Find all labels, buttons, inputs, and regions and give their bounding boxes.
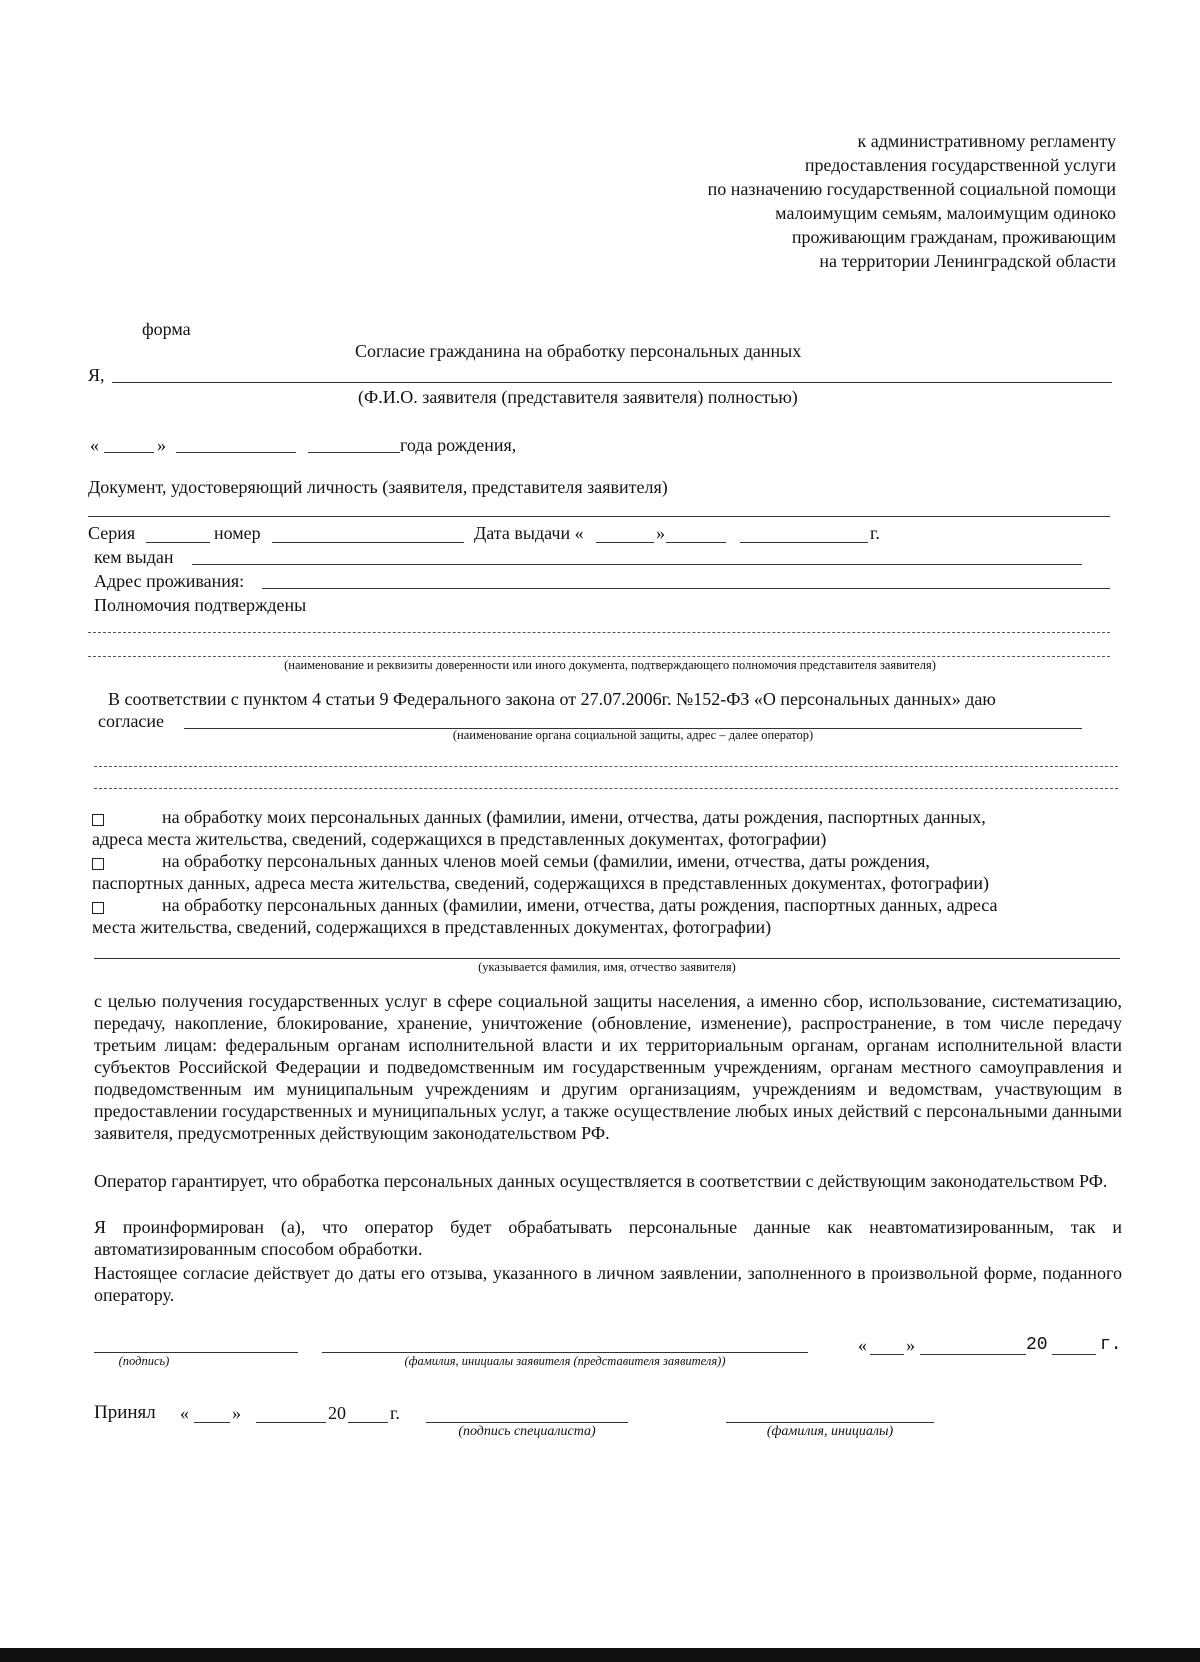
specialist-name-caption: (фамилия, инициалы) xyxy=(766,1424,894,1439)
sign-date-open: « xyxy=(858,1335,867,1355)
option-own-data-line-1: на обработку моих персональных данных (фамилии, имени, отчества, даты рождения, паспортных данных, xyxy=(162,807,986,827)
option-own-data-line-2: адреса места жительства, сведений, содержащихся в представленных документах, фотографии) xyxy=(92,829,827,849)
birth-month-line[interactable] xyxy=(176,452,296,453)
issue-day-field[interactable] xyxy=(596,542,654,543)
address-field[interactable] xyxy=(262,588,1110,589)
option-family-data-line-1: на обработку персональных данных членов моей семьи (фамилии, имени, отчества, даты рождения, xyxy=(162,851,930,871)
checkbox-family-data[interactable] xyxy=(92,858,104,870)
accepted-label: Принял xyxy=(94,1402,156,1423)
document-title: Согласие гражданина на обработку персональных данных xyxy=(355,341,802,361)
issue-month-field[interactable] xyxy=(666,542,726,543)
header-line: к административному регламенту xyxy=(857,131,1116,151)
sign-year-field[interactable] xyxy=(1052,1354,1096,1355)
birth-close-quote: » xyxy=(157,435,166,455)
issued-by-label: кем выдан xyxy=(94,547,174,567)
applicant-prefix: Я, xyxy=(88,365,105,385)
option-family-data-line-2: паспортных данных, адреса места жительства, сведений, содержащихся в представленных документах, фотографии) xyxy=(92,873,990,893)
specialist-signature-line[interactable] xyxy=(426,1422,628,1423)
number-label: номер xyxy=(214,523,261,543)
option-applicant-data-line-1: на обработку персональных данных (фамилии, имени, отчества, даты рождения, паспортных данных, адреса xyxy=(162,895,998,915)
applicant-fullname-line[interactable] xyxy=(322,1352,808,1353)
issued-by-field[interactable] xyxy=(192,564,1082,565)
authority-label: Полномочия подтверждены xyxy=(94,595,307,615)
applicant-name-caption: (Ф.И.О. заявителя (представителя заявителя) полностью) xyxy=(358,387,798,407)
consent-intro: В соответствии с пунктом 4 статьи 9 Федерального закона от 27.07.2006г. №152-ФЗ «О персональных данных» даю xyxy=(108,689,996,709)
accepted-date-close: » xyxy=(232,1403,241,1423)
accepted-year-field[interactable] xyxy=(348,1422,388,1423)
sign-day-field[interactable] xyxy=(870,1354,904,1355)
sign-month-field[interactable] xyxy=(920,1354,1026,1355)
form-label: форма xyxy=(142,319,191,339)
birth-year-line[interactable] xyxy=(308,452,400,453)
document-line[interactable] xyxy=(88,516,1110,517)
specialist-signature-caption: (подпись специалиста) xyxy=(458,1424,596,1439)
header-line: проживающим гражданам, проживающим xyxy=(791,227,1116,247)
birth-open-quote: « xyxy=(90,435,99,455)
specialist-name-line[interactable] xyxy=(726,1422,934,1423)
consent-word: согласие xyxy=(98,711,165,731)
applicant-fullname-caption: (фамилия, инициалы заявителя (представителя заявителя)) xyxy=(404,1354,726,1368)
applicant-name-field[interactable] xyxy=(94,958,1120,959)
sign-year-suffix: г. xyxy=(1100,1335,1122,1355)
header-line: на территории Ленинградской области xyxy=(819,251,1116,271)
header-line: малоимущим семьям, малоимущим одиноко xyxy=(775,203,1116,223)
operator-caption: (наименование органа социальной защиты, адрес – далее оператор) xyxy=(452,728,814,742)
applicant-signature-line[interactable] xyxy=(94,1352,298,1353)
issue-year-suffix: г. xyxy=(870,523,880,543)
option-applicant-data-line-2: места жительства, сведений, содержащихся в представленных документах, фотографии) xyxy=(92,917,772,937)
body-paragraph-purpose: с целью получения государственных услуг в сфере социальной защиты населения, а именно сбор, использование, систематизацию, передачу, накопление, блокирование, хранение, уничтожение (обновление, изменение), распространение, в том числе передачу третьим лицам: федеральным органам исполнительной власти и их территориальным органам, органам исполнительной власти субъектов Российской Федерации и подведомственным им государственным учреждениям, органам местного самоуправления и подведомственным им муниципальным учреждениям и другим организациям, учреждениям и ведомствам, участвующим в предоставлении государственных и муниципальных услуг, а также осуществление любых иных действий с персональными данными заявителя, предусмотренных действующим законодательством РФ. xyxy=(94,991,1122,1143)
body-paragraph-validity: Настоящее согласие действует до даты его отзыва, указанного в личном заявлении, заполненного в произвольной форме, поданного оператору. xyxy=(94,1263,1122,1305)
applicant-name-field-caption: (указывается фамилия, имя, отчество заявителя) xyxy=(478,960,736,974)
series-field[interactable] xyxy=(146,542,210,543)
issue-date-label: Дата выдачи « xyxy=(474,523,584,543)
operator-extra-line-1[interactable] xyxy=(94,766,1118,767)
scan-edge-bar xyxy=(0,1648,1200,1662)
body-paragraph-guarantee: Оператор гарантирует, что обработка персональных данных осуществляется в соответствии с действующим законодательством РФ. xyxy=(94,1171,1108,1191)
authority-field-line-1[interactable] xyxy=(88,632,1110,633)
sign-century: 20 xyxy=(1026,1335,1048,1355)
accepted-day-field[interactable] xyxy=(194,1422,230,1423)
accepted-month-field[interactable] xyxy=(256,1422,326,1423)
birth-day-line[interactable] xyxy=(104,452,154,453)
address-label: Адрес проживания: xyxy=(94,571,245,591)
body-paragraph-informed: Я проинформирован (а), что оператор будет обрабатывать персональные данные как неавтоматизированным, так и автоматизированным способом обработки. xyxy=(94,1217,1122,1259)
sign-date-close: » xyxy=(906,1335,915,1355)
authority-field-line-2[interactable] xyxy=(88,656,1110,657)
checkbox-applicant-data[interactable] xyxy=(92,902,104,914)
authority-caption: (наименование и реквизиты доверенности или иного документа, подтверждающего полномочия представителя заявителя) xyxy=(284,658,936,672)
issue-date-close: » xyxy=(656,523,665,543)
birth-suffix: года рождения, xyxy=(400,435,517,455)
accepted-year-suffix: г. xyxy=(390,1403,400,1423)
applicant-name-line[interactable] xyxy=(112,382,1112,383)
document-heading: Документ, удостоверяющий личность (заявителя, представителя заявителя) xyxy=(88,477,668,497)
header-line: предоставления государственной услуги xyxy=(804,155,1116,175)
series-label: Серия xyxy=(88,523,136,543)
number-field[interactable] xyxy=(272,542,464,543)
accepted-century: 20 xyxy=(328,1403,346,1423)
checkbox-own-data[interactable] xyxy=(92,814,104,826)
accepted-date-open: « xyxy=(180,1403,189,1423)
operator-extra-line-2[interactable] xyxy=(94,788,1118,789)
header-line: по назначению государственной социальной помощи xyxy=(707,179,1116,199)
applicant-signature-caption: (подпись) xyxy=(118,1354,170,1368)
issue-year-field[interactable] xyxy=(740,542,868,543)
